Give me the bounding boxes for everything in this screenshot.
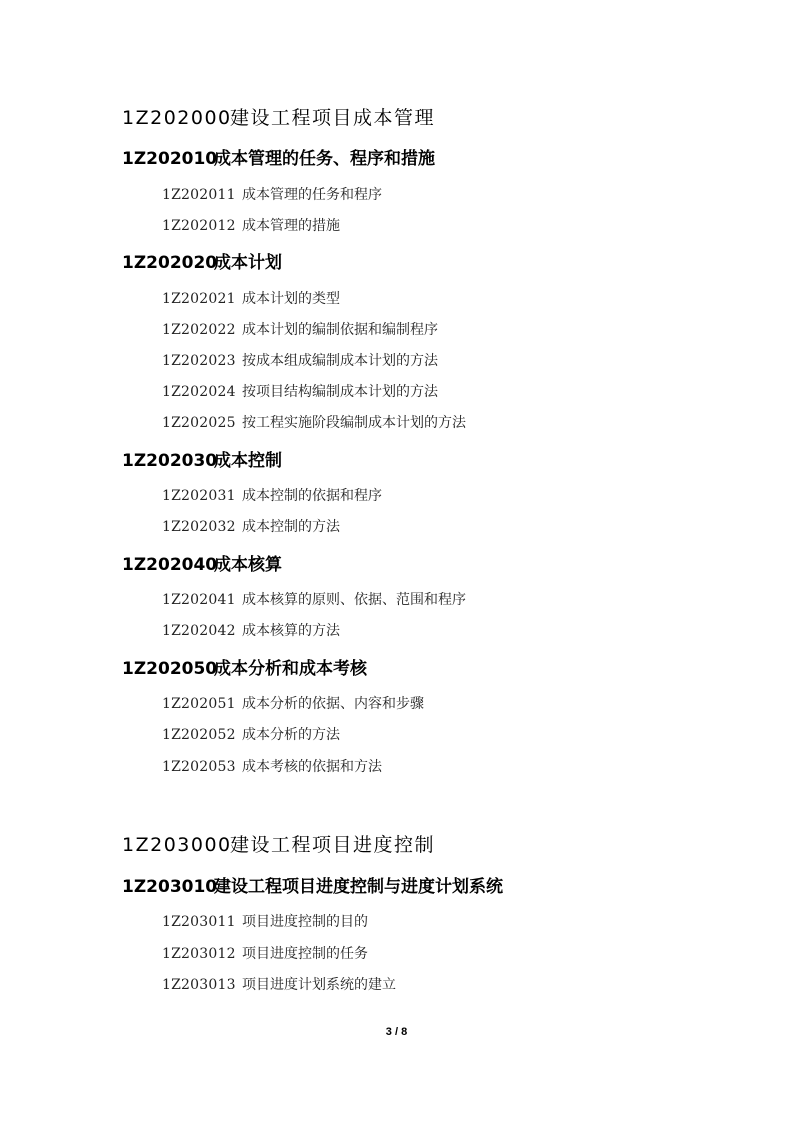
item-title: 成本计划的类型 xyxy=(242,291,340,307)
item-code: 1Z202053 xyxy=(162,759,236,775)
item-title: 成本考核的依据和方法 xyxy=(242,759,382,775)
item-code: 1Z202021 xyxy=(162,291,236,307)
item-title: 项目进度控制的任务 xyxy=(242,946,368,962)
item-code: 1Z202031 xyxy=(162,488,236,504)
chapter-title: 建设工程项目进度控制 xyxy=(230,834,436,856)
chapter-heading xyxy=(122,106,435,130)
item-title: 项目进度控制的目的 xyxy=(242,914,368,930)
chapter-heading xyxy=(122,833,435,857)
section-code: 1Z202040 xyxy=(122,555,218,575)
item-title: 成本控制的依据和程序 xyxy=(242,488,382,504)
item-code: 1Z202012 xyxy=(162,218,236,234)
section-heading xyxy=(122,658,367,680)
item-code: 1Z202052 xyxy=(162,727,236,743)
section-code: 1Z202050 xyxy=(122,659,218,679)
chapter-code: 1Z202000 xyxy=(122,107,232,129)
item-code: 1Z202051 xyxy=(162,696,236,712)
toc-item xyxy=(162,591,466,609)
item-title: 成本控制的方法 xyxy=(242,519,340,535)
toc-item xyxy=(162,321,438,339)
section-heading xyxy=(122,148,435,170)
item-code: 1Z202022 xyxy=(162,322,236,338)
toc-item xyxy=(162,518,340,536)
item-code: 1Z202032 xyxy=(162,519,236,535)
toc-item xyxy=(162,217,340,235)
toc-item xyxy=(162,383,438,401)
item-title: 成本计划的编制依据和编制程序 xyxy=(242,322,438,338)
toc-item xyxy=(162,622,340,640)
item-title: 成本核算的方法 xyxy=(242,623,340,639)
toc-item xyxy=(162,290,340,308)
section-title: 成本分析和成本考核 xyxy=(214,659,367,679)
item-title: 成本分析的方法 xyxy=(242,727,340,743)
chapter-code: 1Z203000 xyxy=(122,834,232,856)
section-code: 1Z202030 xyxy=(122,451,218,471)
item-code: 1Z202023 xyxy=(162,353,236,369)
section-code: 1Z202020 xyxy=(122,253,218,273)
section-title: 成本计划 xyxy=(214,253,282,273)
item-code: 1Z202025 xyxy=(162,415,236,431)
item-title: 按成本组成编制成本计划的方法 xyxy=(242,353,438,369)
section-title: 成本核算 xyxy=(214,555,282,575)
section-code: 1Z202010 xyxy=(122,149,218,169)
item-code: 1Z202042 xyxy=(162,623,236,639)
item-title: 成本管理的措施 xyxy=(242,218,340,234)
toc-item xyxy=(162,976,396,994)
page-number: 3 / 8 xyxy=(385,1026,408,1038)
section-heading xyxy=(122,876,503,898)
item-title: 成本核算的原则、依据、范围和程序 xyxy=(242,592,466,608)
item-title: 按工程实施阶段编制成本计划的方法 xyxy=(242,415,466,431)
toc-item xyxy=(162,726,340,744)
item-title: 成本分析的依据、内容和步骤 xyxy=(242,696,424,712)
section-code: 1Z203010 xyxy=(122,877,218,897)
item-title: 成本管理的任务和程序 xyxy=(242,187,382,203)
toc-item xyxy=(162,945,368,963)
section-heading xyxy=(122,450,282,472)
toc-item xyxy=(162,352,438,370)
toc-item xyxy=(162,695,424,713)
toc-item xyxy=(162,758,382,776)
section-heading xyxy=(122,252,282,274)
section-title: 成本控制 xyxy=(214,451,282,471)
toc-item xyxy=(162,414,466,432)
section-title: 成本管理的任务、程序和措施 xyxy=(214,149,435,169)
item-code: 1Z202041 xyxy=(162,592,236,608)
toc-item xyxy=(162,913,368,931)
section-heading xyxy=(122,554,282,576)
item-code: 1Z203011 xyxy=(162,914,236,930)
item-title: 按项目结构编制成本计划的方法 xyxy=(242,384,438,400)
item-code: 1Z202024 xyxy=(162,384,236,400)
section-title: 建设工程项目进度控制与进度计划系统 xyxy=(214,877,503,897)
item-code: 1Z203012 xyxy=(162,946,236,962)
toc-item xyxy=(162,487,382,505)
item-title: 项目进度计划系统的建立 xyxy=(242,977,396,993)
item-code: 1Z203013 xyxy=(162,977,236,993)
toc-item xyxy=(162,186,382,204)
chapter-title: 建设工程项目成本管理 xyxy=(230,107,436,129)
item-code: 1Z202011 xyxy=(162,187,236,203)
